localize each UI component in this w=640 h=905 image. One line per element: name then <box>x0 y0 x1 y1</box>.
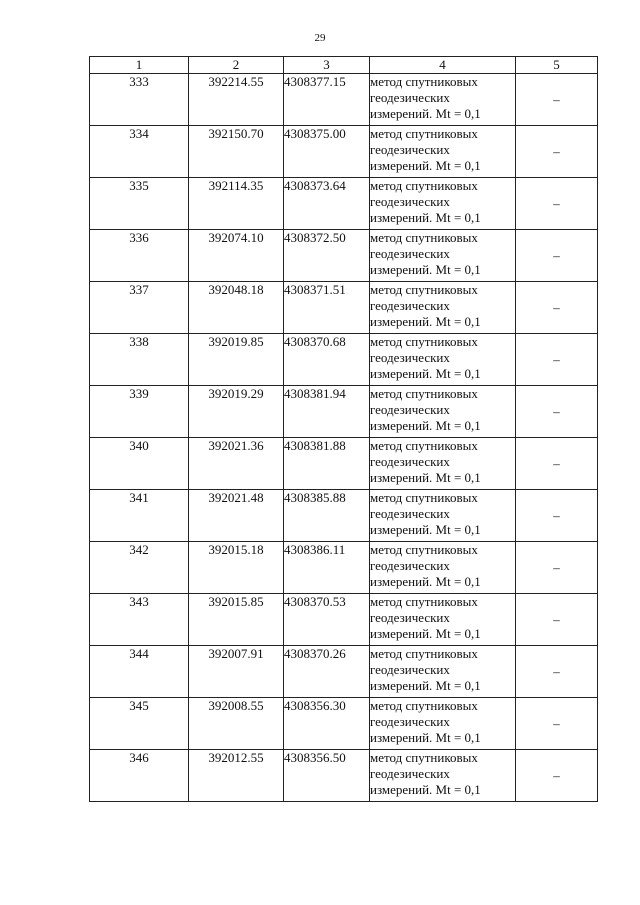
point-number-cell: 342 <box>90 542 189 594</box>
method-cell <box>370 282 516 334</box>
method-cell <box>370 178 516 230</box>
table-row <box>90 542 598 594</box>
note-cell: – <box>516 646 598 698</box>
method-text-line: геодезических <box>370 402 450 417</box>
method-text-line: метод спутниковых <box>370 334 478 349</box>
method-text-line: геодезических <box>370 298 450 313</box>
method-text-line: метод спутниковых <box>370 178 478 193</box>
method-cell <box>370 438 516 490</box>
note-cell: – <box>516 698 598 750</box>
point-number-cell: 346 <box>90 750 189 802</box>
method-text-line: геодезических <box>370 506 450 521</box>
coordinates-table <box>89 56 598 802</box>
method-text-line: метод спутниковых <box>370 490 478 505</box>
method-text-line: геодезических <box>370 90 450 105</box>
header-col-1: 1 <box>90 57 189 74</box>
note-cell: – <box>516 750 598 802</box>
x-coordinate-cell: 392048.18 <box>189 282 284 334</box>
y-coordinate-cell: 4308371.51 <box>284 282 370 334</box>
x-coordinate-cell: 392015.85 <box>189 594 284 646</box>
method-text-line: геодезических <box>370 766 450 781</box>
table-row <box>90 126 598 178</box>
x-coordinate-cell: 392007.91 <box>189 646 284 698</box>
note-cell: – <box>516 74 598 126</box>
method-text-line: измерений. Mt = 0,1 <box>370 106 481 121</box>
point-number-cell: 341 <box>90 490 189 542</box>
y-coordinate-cell: 4308377.15 <box>284 74 370 126</box>
point-number-cell: 344 <box>90 646 189 698</box>
table-row <box>90 386 598 438</box>
x-coordinate-cell: 392019.85 <box>189 334 284 386</box>
y-coordinate-cell: 4308373.64 <box>284 178 370 230</box>
method-text-line: геодезических <box>370 454 450 469</box>
method-text-line: измерений. Mt = 0,1 <box>370 262 481 277</box>
method-text-line: геодезических <box>370 662 450 677</box>
method-text-line: метод спутниковых <box>370 386 478 401</box>
table-row <box>90 594 598 646</box>
y-coordinate-cell: 4308370.53 <box>284 594 370 646</box>
point-number-cell: 334 <box>90 126 189 178</box>
table-row <box>90 334 598 386</box>
method-cell <box>370 74 516 126</box>
method-text-line: измерений. Mt = 0,1 <box>370 366 481 381</box>
method-text-line: метод спутниковых <box>370 126 478 141</box>
point-number-cell: 340 <box>90 438 189 490</box>
note-cell: – <box>516 126 598 178</box>
y-coordinate-cell: 4308356.50 <box>284 750 370 802</box>
note-cell: – <box>516 594 598 646</box>
table-row <box>90 282 598 334</box>
method-text-line: геодезических <box>370 142 450 157</box>
header-col-2: 2 <box>189 57 284 74</box>
method-cell <box>370 594 516 646</box>
method-cell <box>370 490 516 542</box>
y-coordinate-cell: 4308381.94 <box>284 386 370 438</box>
method-cell <box>370 698 516 750</box>
page-number: 29 <box>314 32 326 44</box>
x-coordinate-cell: 392015.18 <box>189 542 284 594</box>
point-number-cell: 338 <box>90 334 189 386</box>
y-coordinate-cell: 4308372.50 <box>284 230 370 282</box>
point-number-cell: 333 <box>90 74 189 126</box>
point-number-cell: 337 <box>90 282 189 334</box>
y-coordinate-cell: 4308381.88 <box>284 438 370 490</box>
method-text-line: измерений. Mt = 0,1 <box>370 730 481 745</box>
y-coordinate-cell: 4308370.26 <box>284 646 370 698</box>
method-text-line: метод спутниковых <box>370 646 478 661</box>
note-cell: – <box>516 178 598 230</box>
x-coordinate-cell: 392012.55 <box>189 750 284 802</box>
method-text-line: геодезических <box>370 194 450 209</box>
method-text-line: геодезических <box>370 714 450 729</box>
method-text-line: измерений. Mt = 0,1 <box>370 314 481 329</box>
method-text-line: измерений. Mt = 0,1 <box>370 418 481 433</box>
method-text-line: геодезических <box>370 558 450 573</box>
header-col-5: 5 <box>516 57 598 74</box>
table-row <box>90 698 598 750</box>
table-row <box>90 646 598 698</box>
method-text-line: метод спутниковых <box>370 230 478 245</box>
method-text-line: геодезических <box>370 610 450 625</box>
method-cell <box>370 386 516 438</box>
table-body <box>90 74 598 802</box>
y-coordinate-cell: 4308386.11 <box>284 542 370 594</box>
method-text-line: измерений. Mt = 0,1 <box>370 522 481 537</box>
point-number-cell: 335 <box>90 178 189 230</box>
method-text-line: метод спутниковых <box>370 750 478 765</box>
table-row <box>90 74 598 126</box>
method-text-line: измерений. Mt = 0,1 <box>370 678 481 693</box>
header-col-3: 3 <box>284 57 370 74</box>
method-cell <box>370 126 516 178</box>
method-cell <box>370 230 516 282</box>
method-cell <box>370 750 516 802</box>
y-coordinate-cell: 4308385.88 <box>284 490 370 542</box>
method-text-line: метод спутниковых <box>370 438 478 453</box>
method-text-line: геодезических <box>370 350 450 365</box>
x-coordinate-cell: 392214.55 <box>189 74 284 126</box>
method-text-line: геодезических <box>370 246 450 261</box>
table-row <box>90 438 598 490</box>
x-coordinate-cell: 392021.36 <box>189 438 284 490</box>
note-cell: – <box>516 386 598 438</box>
method-text-line: метод спутниковых <box>370 542 478 557</box>
table-row <box>90 230 598 282</box>
x-coordinate-cell: 392114.35 <box>189 178 284 230</box>
method-cell <box>370 334 516 386</box>
point-number-cell: 345 <box>90 698 189 750</box>
method-cell <box>370 646 516 698</box>
method-text-line: измерений. Mt = 0,1 <box>370 574 481 589</box>
x-coordinate-cell: 392150.70 <box>189 126 284 178</box>
x-coordinate-cell: 392021.48 <box>189 490 284 542</box>
method-text-line: метод спутниковых <box>370 282 478 297</box>
x-coordinate-cell: 392019.29 <box>189 386 284 438</box>
y-coordinate-cell: 4308375.00 <box>284 126 370 178</box>
method-text-line: измерений. Mt = 0,1 <box>370 470 481 485</box>
method-cell <box>370 542 516 594</box>
note-cell: – <box>516 542 598 594</box>
x-coordinate-cell: 392008.55 <box>189 698 284 750</box>
method-text-line: измерений. Mt = 0,1 <box>370 158 481 173</box>
point-number-cell: 336 <box>90 230 189 282</box>
note-cell: – <box>516 334 598 386</box>
method-text-line: измерений. Mt = 0,1 <box>370 626 481 641</box>
note-cell: – <box>516 282 598 334</box>
y-coordinate-cell: 4308370.68 <box>284 334 370 386</box>
y-coordinate-cell: 4308356.30 <box>284 698 370 750</box>
point-number-cell: 343 <box>90 594 189 646</box>
method-text-line: измерений. Mt = 0,1 <box>370 782 481 797</box>
note-cell: – <box>516 230 598 282</box>
note-cell: – <box>516 438 598 490</box>
method-text-line: измерений. Mt = 0,1 <box>370 210 481 225</box>
x-coordinate-cell: 392074.10 <box>189 230 284 282</box>
header-col-4: 4 <box>370 57 516 74</box>
table-row <box>90 178 598 230</box>
point-number-cell: 339 <box>90 386 189 438</box>
table-header-row <box>90 57 598 74</box>
method-text-line: метод спутниковых <box>370 74 478 89</box>
table-row <box>90 490 598 542</box>
method-text-line: метод спутниковых <box>370 698 478 713</box>
method-text-line: метод спутниковых <box>370 594 478 609</box>
table-row <box>90 750 598 802</box>
note-cell: – <box>516 490 598 542</box>
